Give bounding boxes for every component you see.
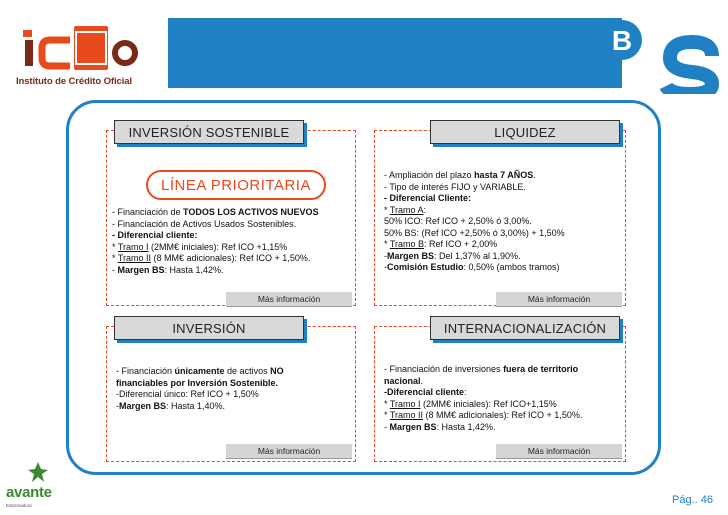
text-segment: - Financiación de	[112, 207, 184, 217]
text-line	[384, 422, 582, 434]
text-segment: - Ampliación del plazo	[384, 170, 475, 180]
text-segment: únicamente	[174, 366, 225, 376]
text-segment: fuera de territorio	[503, 364, 579, 374]
header-blue-bar	[168, 18, 650, 88]
avante-tagline: Extremadura	[6, 503, 32, 508]
text-segment: *	[384, 204, 390, 215]
text-segment: - Tipo de interés FIJO y VARIABLE.	[384, 181, 526, 192]
text-line	[384, 251, 565, 263]
avante-wordmark: avante	[6, 484, 52, 501]
text-line	[112, 219, 319, 231]
text-segment: (8 MM€ adicionales): Ref ICO + 1,50%.	[423, 410, 583, 420]
text-segment: : 0,50% (ambos tramos)	[463, 262, 560, 272]
text-segment: *	[384, 410, 390, 420]
text-line	[116, 366, 284, 378]
text-line	[116, 389, 284, 401]
text-segment: :	[464, 387, 467, 397]
text-segment: Tramo B	[389, 239, 425, 249]
quadrant-text	[384, 170, 565, 274]
text-line	[112, 230, 319, 242]
ico-subtitle: Instituto de Crédito Oficial	[16, 76, 132, 87]
text-segment: de activos	[224, 366, 271, 376]
mas-informacion-button[interactable]: Más información	[226, 444, 352, 459]
text-segment: -Diferencial cliente	[384, 387, 465, 397]
text-segment: TODOS LOS ACTIVOS NUEVOS	[183, 207, 319, 217]
text-segment: -	[384, 262, 387, 272]
quadrant-text	[112, 207, 319, 276]
text-segment: -	[384, 250, 387, 261]
text-segment: : Hasta 1,42%.	[164, 264, 224, 275]
text-line	[384, 387, 582, 399]
text-segment: NO	[270, 366, 284, 376]
quadrant-title: INVERSIÓN	[114, 316, 304, 340]
quadrant-inversion-sostenible	[106, 124, 356, 306]
quadrant-title: LIQUIDEZ	[430, 120, 620, 144]
page-number: Pág.. 46	[672, 494, 713, 506]
mas-informacion-button[interactable]: Más información	[496, 444, 622, 459]
mas-informacion-button[interactable]: Más información	[226, 292, 352, 307]
text-line	[384, 170, 565, 182]
text-line	[112, 207, 319, 219]
quadrant-title: INTERNACIONALIZACIÓN	[430, 316, 620, 340]
text-segment: : Hasta 1,40%.	[166, 400, 226, 411]
ico-logo	[10, 18, 160, 90]
text-segment: *	[384, 398, 390, 409]
text-segment: -	[116, 400, 119, 411]
text-segment: Tramo I	[117, 241, 149, 252]
text-segment: nacional	[384, 375, 421, 386]
text-segment: : Del 1,37% al 1,90%.	[434, 250, 521, 261]
text-segment: -	[384, 421, 390, 432]
text-segment: - Diferencial cliente:	[112, 230, 198, 240]
text-line	[384, 410, 582, 422]
text-segment: Margen BS	[119, 400, 167, 411]
text-line	[384, 376, 582, 388]
ico-logo-mark	[22, 22, 142, 72]
text-segment: - Financiación	[116, 366, 175, 376]
text-segment: .	[533, 170, 536, 180]
text-segment: .	[420, 375, 424, 386]
text-segment: (2MM€ iniciales): Ref ICO +1,15%	[148, 241, 288, 252]
banco-sabadell-logo	[600, 12, 728, 94]
avante-logo	[4, 462, 74, 512]
quadrant-internacionalizacion	[374, 320, 626, 462]
quadrant-title: INVERSIÓN SOSTENIBLE	[114, 120, 304, 144]
text-segment: Tramo A	[389, 204, 424, 215]
text-line	[384, 399, 582, 411]
text-line	[384, 239, 565, 251]
text-segment: (8 MM€ adicionales): Ref ICO + 1,50%.	[151, 253, 311, 263]
text-segment: 50% BS: (Ref ICO +2,50% ó 3,00%) + 1,50%	[384, 227, 565, 238]
text-line	[112, 253, 319, 265]
text-segment: *	[384, 239, 390, 249]
text-line	[384, 216, 565, 228]
text-line	[384, 228, 565, 240]
text-line	[384, 182, 565, 194]
text-segment: - Financiación de inversiones	[384, 364, 504, 374]
text-segment: -Diferencial único: Ref ICO + 1,50%	[116, 389, 259, 399]
quadrant-text	[116, 366, 284, 412]
quadrant-text	[384, 364, 582, 433]
text-segment: Tramo II	[389, 410, 424, 420]
text-line	[384, 205, 565, 217]
text-segment: *	[112, 241, 118, 252]
text-segment: - Diferencial Cliente:	[384, 193, 472, 203]
avante-leaf-icon	[26, 462, 50, 484]
text-segment: :	[423, 204, 427, 215]
text-segment: financiables por Inversión Sostenible.	[116, 377, 279, 388]
text-segment: (2MM€ iniciales): Ref ICO+1,15%	[420, 398, 557, 409]
text-line	[112, 265, 319, 277]
text-segment: *	[112, 253, 118, 263]
mas-informacion-button[interactable]: Más información	[496, 292, 622, 307]
quadrant-inversion	[106, 320, 356, 462]
text-segment: : Ref ICO + 2,00%	[424, 239, 498, 249]
text-segment: Comisión Estudio	[387, 262, 464, 272]
text-line	[384, 193, 565, 205]
header	[0, 0, 728, 95]
text-segment: hasta 7 AÑOS	[474, 170, 534, 180]
linea-prioritaria-badge: LÍNEA PRIORITARIA	[146, 170, 326, 200]
text-line	[116, 401, 284, 413]
text-line	[384, 262, 565, 274]
text-segment: : Hasta 1,42%.	[436, 421, 496, 432]
text-segment: Margen BS	[117, 264, 165, 275]
text-segment: Tramo II	[117, 253, 152, 263]
text-segment: -	[112, 264, 118, 275]
text-line	[384, 364, 582, 376]
text-segment: 50% ICO: Ref ICO + 2,50% ó 3,00%.	[384, 216, 532, 226]
bs-logo-letter: B	[611, 25, 633, 56]
text-segment: - Financiación de Activos Usados Sostenibles.	[112, 218, 297, 229]
text-segment: Tramo I	[389, 398, 421, 409]
text-line	[112, 242, 319, 254]
text-segment: Margen BS	[389, 421, 437, 432]
text-line	[116, 378, 284, 390]
text-segment: Margen BS	[387, 250, 435, 261]
quadrant-liquidez	[374, 124, 626, 306]
